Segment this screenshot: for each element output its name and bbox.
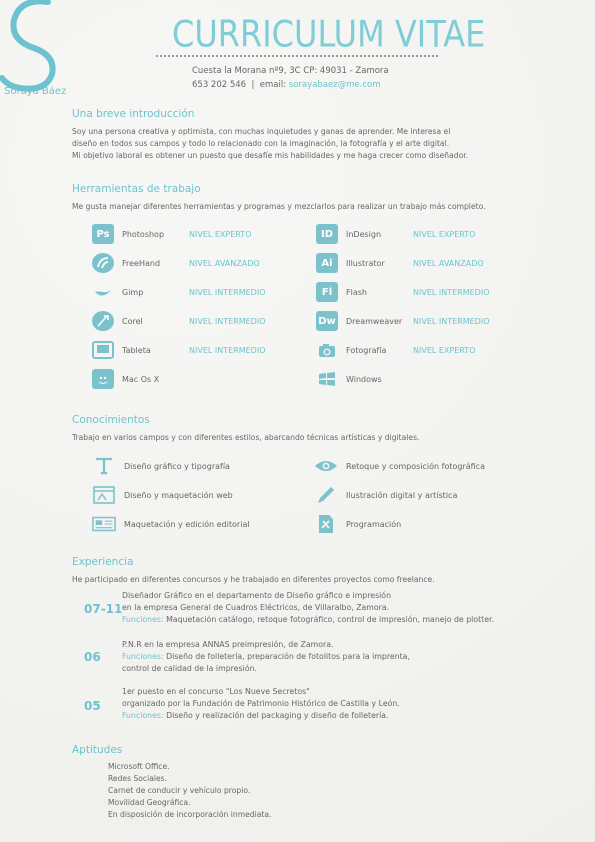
eye-icon [314,456,338,476]
experience-line: en la empresa General de Cuadros Eléctricos, de Villaralbo, Zamora. [122,603,390,612]
aptitude-item: Microsoft Office. [108,762,170,771]
experience-line [122,652,410,661]
tool-level: NIVEL INTERMEDIO [189,316,266,326]
experience-year: 06 [84,650,101,664]
address: Cuesta la Morana nº9, 3C CP: 49031 - Zamora [192,66,389,76]
tools-doc-icon [314,514,338,534]
aptitude-item: En disposición de incorporación inmediata. [108,810,272,819]
title-divider [156,55,438,57]
tools-title: Herramientas de trabajo [72,183,201,195]
logo-s-mark [0,0,66,100]
illustrator-icon: Ai [316,253,338,273]
experience-line: P.N.R en la empresa ANNAS preimpresión, de Zamora. [122,640,334,649]
knowledge-item [314,485,457,505]
tool-name: Illustrator [346,258,385,268]
tool-photoshop [92,223,252,245]
knowledge-item [92,514,250,534]
aptitude-item: Redes Sociales. [108,774,168,783]
experience-subtitle: He participado en diferentes concursos y he trabajado en diferentes proyectos como freelance. [72,575,435,584]
page-title: CURRICULUM VITAE [172,12,486,56]
experience-year: 05 [84,699,101,713]
tool-name: Gimp [122,287,144,297]
tool-level: NIVEL INTERMEDIO [413,316,490,326]
tool-indesign [316,223,476,245]
tools-subtitle: Me gusta manejar diferentes herramientas y programas y mezclarlos para realizar un trabajo más completo. [72,202,486,211]
functions-label: Funciones: [122,615,164,624]
knowledge-label: Diseño y maquetación web [124,490,233,500]
tool-flash [316,281,490,303]
indesign-icon: ID [316,224,338,244]
aptitudes-title: Aptitudes [72,744,123,756]
functions-text: Maquetación catálogo, retoque fotográfico, control de impresión, manejo de plotter. [166,615,494,624]
web-layout-icon [92,485,116,505]
tool-level: NIVEL INTERMEDIO [189,287,266,297]
knowledge-item [314,514,401,534]
email-label: email: [259,80,287,90]
intro-line: diseño en todos sus campos y todo lo relacionado con la imaginación, la fotografía y el arte digital. [72,139,450,148]
phone: 653 202 546 [192,80,247,90]
contact-separator: | [251,80,255,90]
windows-icon [316,369,338,389]
intro-text [72,126,524,162]
tool-tableta [92,339,266,361]
knowledge-item [92,485,233,505]
experience-line: control de calidad de la impresión. [122,664,257,673]
tool-name: Dreamweaver [346,316,403,326]
tool-name: Flash [346,287,367,297]
tool-name: Fotografía [346,345,387,355]
tool-level: NIVEL EXPERTO [413,229,476,239]
functions-text: Diseño de folletería, preparación de fotolitos para la imprenta, [166,652,410,661]
photoshop-icon: Ps [92,224,114,244]
knowledge-item [92,456,230,476]
tablet-icon [92,341,114,359]
experience-line: Diseñador Gráfico en el departamento de Diseño gráfico e impresión [122,591,392,600]
tool-macosx [92,368,160,390]
tool-windows [316,368,382,390]
dreamweaver-icon: Dw [316,311,338,331]
knowledge-title: Conocimientos [72,414,150,426]
email-link[interactable]: sorayabaez@me.com [288,80,381,90]
intro-line: Mi objetivo laboral es obtener un puesto que desafíe mis habilidades y me haga crecer como diseñador. [72,151,469,160]
knowledge-label: Programación [346,519,402,529]
tool-name: Mac Os X [122,374,160,384]
experience-title: Experiencia [72,556,134,568]
tool-level: NIVEL AVANZADO [413,258,484,268]
knowledge-label: Diseño gráfico y tipografía [124,461,230,471]
typography-icon [92,456,116,476]
flash-icon: Fl [316,282,338,302]
experience-year: 07-11 [84,602,123,616]
experience-line: organizado por la Fundación de Patrimonio Histórico de Castilla y León. [122,699,400,708]
intro-title: Una breve introducción [72,108,195,120]
gimp-icon [92,282,114,302]
functions-label: Funciones: [122,652,164,661]
pencil-icon [314,485,338,505]
tool-level: NIVEL INTERMEDIO [189,345,266,355]
tool-fotografia [316,339,476,361]
tool-gimp [92,281,266,303]
aptitude-item: Carnet de conducir y vehículo propio. [108,786,251,795]
tool-name: InDesign [346,229,382,239]
functions-text: Diseño y realización del packaging y diseño de folletería. [166,711,389,720]
tool-name: FreeHand [122,258,161,268]
camera-icon [316,340,338,360]
knowledge-subtitle: Trabajo en varios campos y con diferentes estilos, abarcando técnicas artísticas y digitales. [72,433,420,442]
freehand-icon [92,253,114,273]
tool-level: NIVEL AVANZADO [189,258,260,268]
experience-line: 1er puesto en el concurso "Los Nueve Secretos" [122,687,310,696]
tool-name: Photoshop [122,229,165,239]
tool-level: NIVEL EXPERTO [189,229,252,239]
tool-name: Tableta [122,345,151,355]
experience-line [122,711,389,720]
knowledge-label: Maquetación y edición editorial [124,519,250,529]
editorial-icon [92,514,116,534]
tool-name: Windows [346,374,382,384]
mac-icon [92,369,114,389]
contact-line [192,80,381,90]
functions-label: Funciones: [122,711,164,720]
tool-illustrator [316,252,484,274]
experience-line [122,615,494,624]
tool-dreamweaver [316,310,490,332]
tool-freehand [92,252,260,274]
logo-name: Soraya Báez [4,86,67,97]
tool-level: NIVEL EXPERTO [413,345,476,355]
knowledge-label: Ilustración digital y artística [346,490,458,500]
knowledge-item [314,456,485,476]
tool-level: NIVEL INTERMEDIO [413,287,490,297]
intro-line: Soy una persona creativa y optimista, con muchas inquietudes y ganas de aprender. Me interesa el [72,127,451,136]
knowledge-label: Retoque y composición fotográfica [346,461,485,471]
aptitude-item: Movilidad Geográfica. [108,798,191,807]
tool-corel [92,310,266,332]
corel-icon [92,311,114,331]
tool-name: Corel [122,316,143,326]
